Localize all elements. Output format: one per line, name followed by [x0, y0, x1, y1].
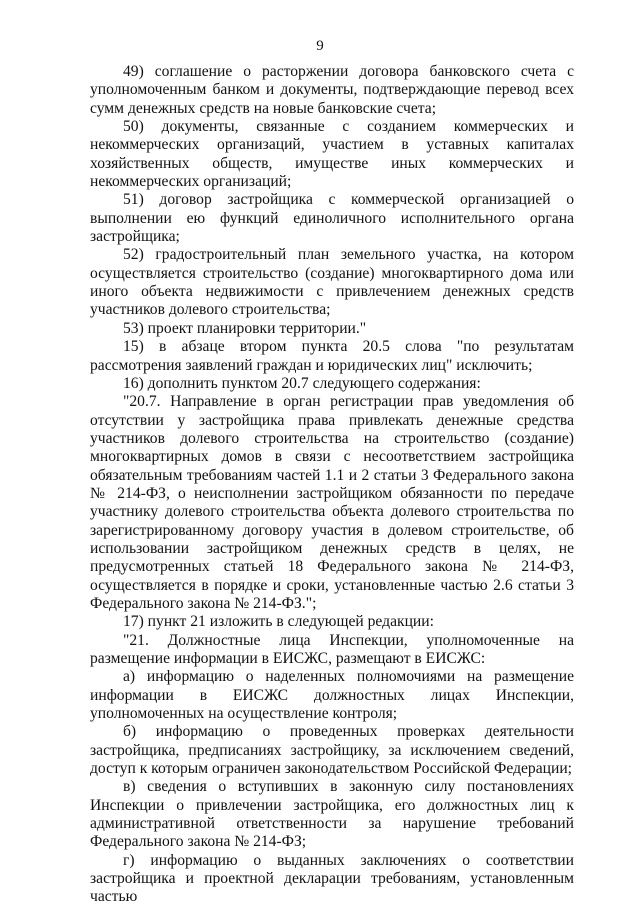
paragraph-item-50: 50) документы, связанные с созданием коммерческих и некоммерческих организаций, участием в уставных капиталах хозяйственных обществ, имуществе иных коммерческих и некоммерческих организаций; [90, 118, 574, 191]
paragraph-clause-20-7: "20.7. Направление в орган регистрации прав уведомления об отсутствии у застройщика права привлекать денежные средства участников долевого строительства на строительство (создание) многоквартирных домов в связи с несоответствием застройщика обязательным требованиям частей 1.1 и 2 статьи 3 Федерального закона № 214-ФЗ, о неисполнении застройщиком обязанности по передаче участнику долевого строительства объекта долевого строительства по зарегистрированному договору участия в долевом строительстве, об использовании застройщиком денежных средств в целях, не предусмотренных статьей 18 Федерального закона № 214-ФЗ, осуществляется в порядке и сроки, установленные частью 2.6 статьи 3 Федерального закона № 214-ФЗ."; [90, 393, 574, 612]
paragraph-subitem-v: в) сведения о вступивших в законную силу постановлениях Инспекции о привлечении застройщика, его должностных лиц к административной ответственности за нарушение требований Федерального закона № 214-ФЗ; [90, 778, 574, 851]
paragraph-subitem-g: г) информацию о выданных заключениях о соответствии застройщика и проектной декларации требованиям, установленным частью [90, 851, 574, 906]
paragraph-amendment-17: 17) пункт 21 изложить в следующей редакции: [123, 613, 434, 631]
paragraph-item-51: 51) договор застройщика с коммерческой организацией о выполнении ею функций единоличного исполнительного органа застройщика; [90, 191, 574, 246]
paragraph-amendment-15: 15) в абзаце втором пункта 20.5 слова "по результатам рассмотрения заявлений граждан и юридических лиц" исключить; [90, 338, 574, 374]
paragraph-amendment-16: 16) дополнить пунктом 20.7 следующего содержания: [123, 374, 481, 392]
document-body [90, 63, 574, 907]
paragraph-clause-21: "21. Должностные лица Инспекции, уполномоченные на размещение информации в ЕИСЖС, размещают в ЕИСЖС: [90, 631, 574, 667]
paragraph-item-53: 53) проект планировки территории." [123, 319, 367, 337]
paragraph-item-49: 49) соглашение о расторжении договора банковского счета с уполномоченным банком и документы, подтверждающие перевод всех сумм денежных средств на новые банковские счета; [90, 63, 574, 117]
paragraph-subitem-a: а) информацию о наделенных полномочиями на размещение информации в ЕИСЖС должностных лицах Инспекции, уполномоченных на осуществление контроля; [90, 668, 574, 723]
paragraph-item-52: 52) градостроительный план земельного участка, на котором осуществляется строительство (создание) многоквартирного дома или иного объекта недвижимости с привлечением денежных средств участников долевого строительства; [90, 246, 574, 319]
page-number: 9 [316, 38, 324, 54]
paragraph-subitem-b: б) информацию о проведенных проверках деятельности застройщика, предписаниях застройщику, за исключением сведений, доступ к которым ограничен законодательством Российской Федерации; [90, 723, 574, 778]
